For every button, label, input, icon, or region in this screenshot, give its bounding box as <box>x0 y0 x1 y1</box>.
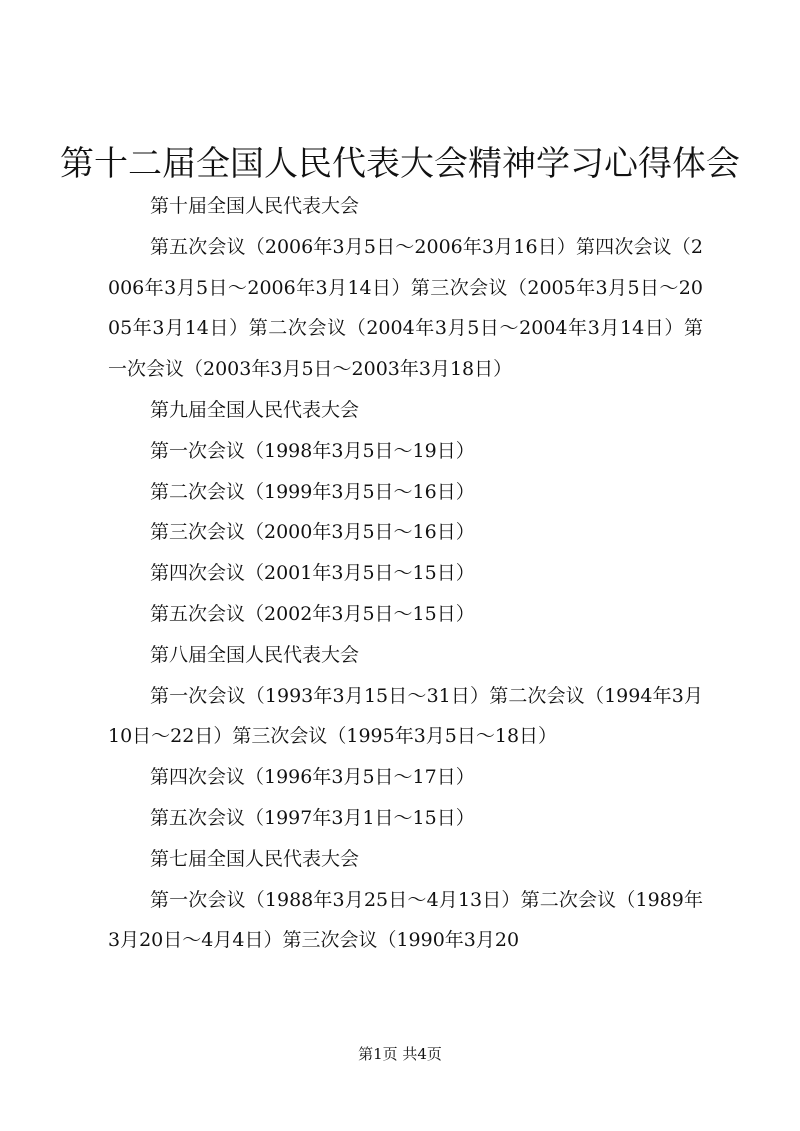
paragraph-9th-session-2: 第二次会议（1999年3月5日～16日） <box>150 480 475 503</box>
paragraph-9th-session-5: 第五次会议（2002年3月5日～15日） <box>150 602 475 625</box>
paragraph-7th-sessions: 第一次会议（1988年3月25日～4月13日）第二次会议（1989年3月20日～4月4日）第三次会议（1990年3月20 <box>108 888 703 952</box>
section-heading-9th-npc: 第九届全国人民代表大会 <box>150 398 360 421</box>
section-heading-7th-npc: 第七届全国人民代表大会 <box>150 847 360 870</box>
section-heading-10th-npc: 第十届全国人民代表大会 <box>150 195 360 217</box>
paragraph-9th-session-3: 第三次会议（2000年3月5日～16日） <box>150 521 475 544</box>
page-footer: 第1页 共4页 <box>358 1045 442 1063</box>
paragraph-9th-session-1: 第一次会议（1998年3月5日～19日） <box>150 439 475 462</box>
document-title: 第十二届全国人民代表大会精神学习心得体会 <box>60 144 740 184</box>
paragraph-9th-session-4: 第四次会议（2001年3月5日～15日） <box>150 562 475 585</box>
paragraph-8th-session-4: 第四次会议（1996年3月5日～17日） <box>150 766 475 789</box>
paragraph-8th-sessions-1-3: 第一次会议（1993年3月15日～31日）第二次会议（1994年3月10日～22日）第三次会议（1995年3月5日～18日） <box>108 684 703 748</box>
section-heading-8th-npc: 第八届全国人民代表大会 <box>150 643 360 666</box>
document-body <box>108 186 703 961</box>
paragraph-8th-session-5: 第五次会议（1997年3月1日～15日） <box>150 806 475 829</box>
paragraph-10th-sessions: 第五次会议（2006年3月5日～2006年3月16日）第四次会议（2006年3月5日～2006年3月14日）第三次会议（2005年3月5日～2005年3月14日）第二次会议（2004年3月5日～2004年3月14日）第一次会议（2003年3月5日～2003年3月18日） <box>108 235 703 381</box>
